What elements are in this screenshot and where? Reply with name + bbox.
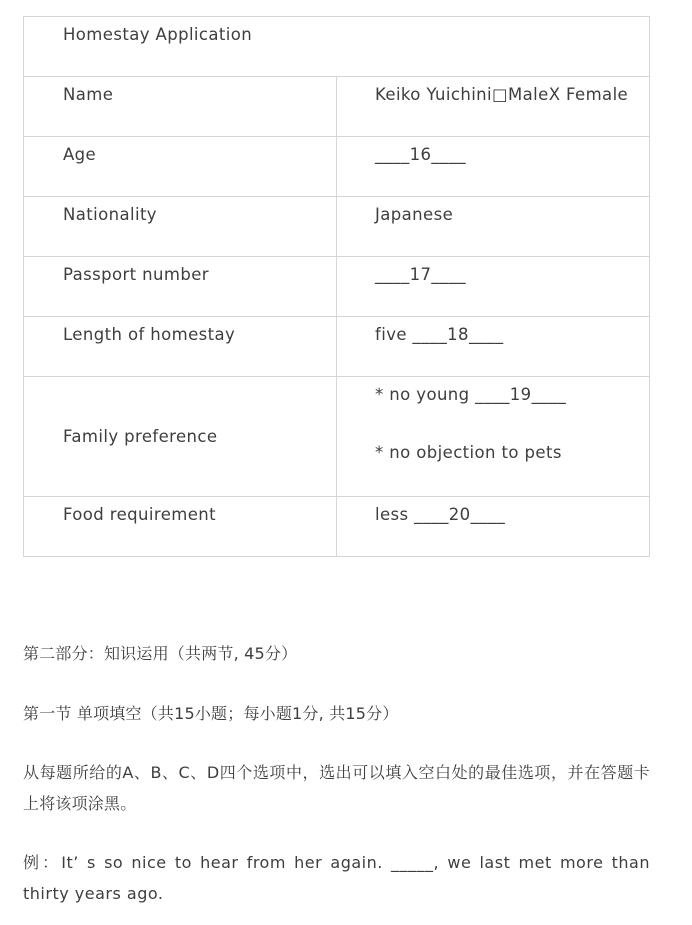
family-preference-line1: * no young ____19____: [375, 385, 567, 404]
field-label-nationality: Nationality: [24, 197, 337, 257]
field-value-name: Keiko Yuichini□MaleX Female: [337, 77, 650, 137]
section1-heading: 第一节 单项填空（共15小题；每小题1分, 共15分）: [23, 704, 399, 723]
field-label-passport: Passport number: [24, 257, 337, 317]
field-value-age: ____16____: [337, 137, 650, 197]
form-title-row: [24, 17, 650, 77]
part2-heading: 第二部分：知识运用（共两节, 45分）: [23, 644, 298, 663]
field-label-food: Food requirement: [24, 497, 337, 557]
form-row-passport: [24, 257, 650, 317]
form-row-nationality: [24, 197, 650, 257]
field-value-food: less ____20____: [337, 497, 650, 557]
field-value-family-preference: [337, 377, 650, 497]
homestay-application-form: [23, 16, 650, 557]
family-preference-line2: * no objection to pets: [375, 443, 562, 462]
field-label-family-preference: Family preference: [24, 377, 337, 497]
form-row-length: [24, 317, 650, 377]
field-label-age: Age: [24, 137, 337, 197]
form-row-age: [24, 137, 650, 197]
instruction-text: 从每题所给的A、B、C、D四个选项中，选出可以填入空白处的最佳选项，并在答题卡上将该项涂黑。: [23, 763, 650, 813]
form-row-food: [24, 497, 650, 557]
field-value-passport: ____17____: [337, 257, 650, 317]
field-value-length: five ____18____: [337, 317, 650, 377]
form-title: Homestay Application: [24, 17, 650, 77]
form-row-family-preference: [24, 377, 650, 497]
field-value-nationality: Japanese: [337, 197, 650, 257]
form-row-name: [24, 77, 650, 137]
example-text: 例：It’ s so nice to hear from her again. _____, we last met more than thirty years ago.: [23, 853, 650, 903]
field-label-length: Length of homestay: [24, 317, 337, 377]
field-label-name: Name: [24, 77, 337, 137]
